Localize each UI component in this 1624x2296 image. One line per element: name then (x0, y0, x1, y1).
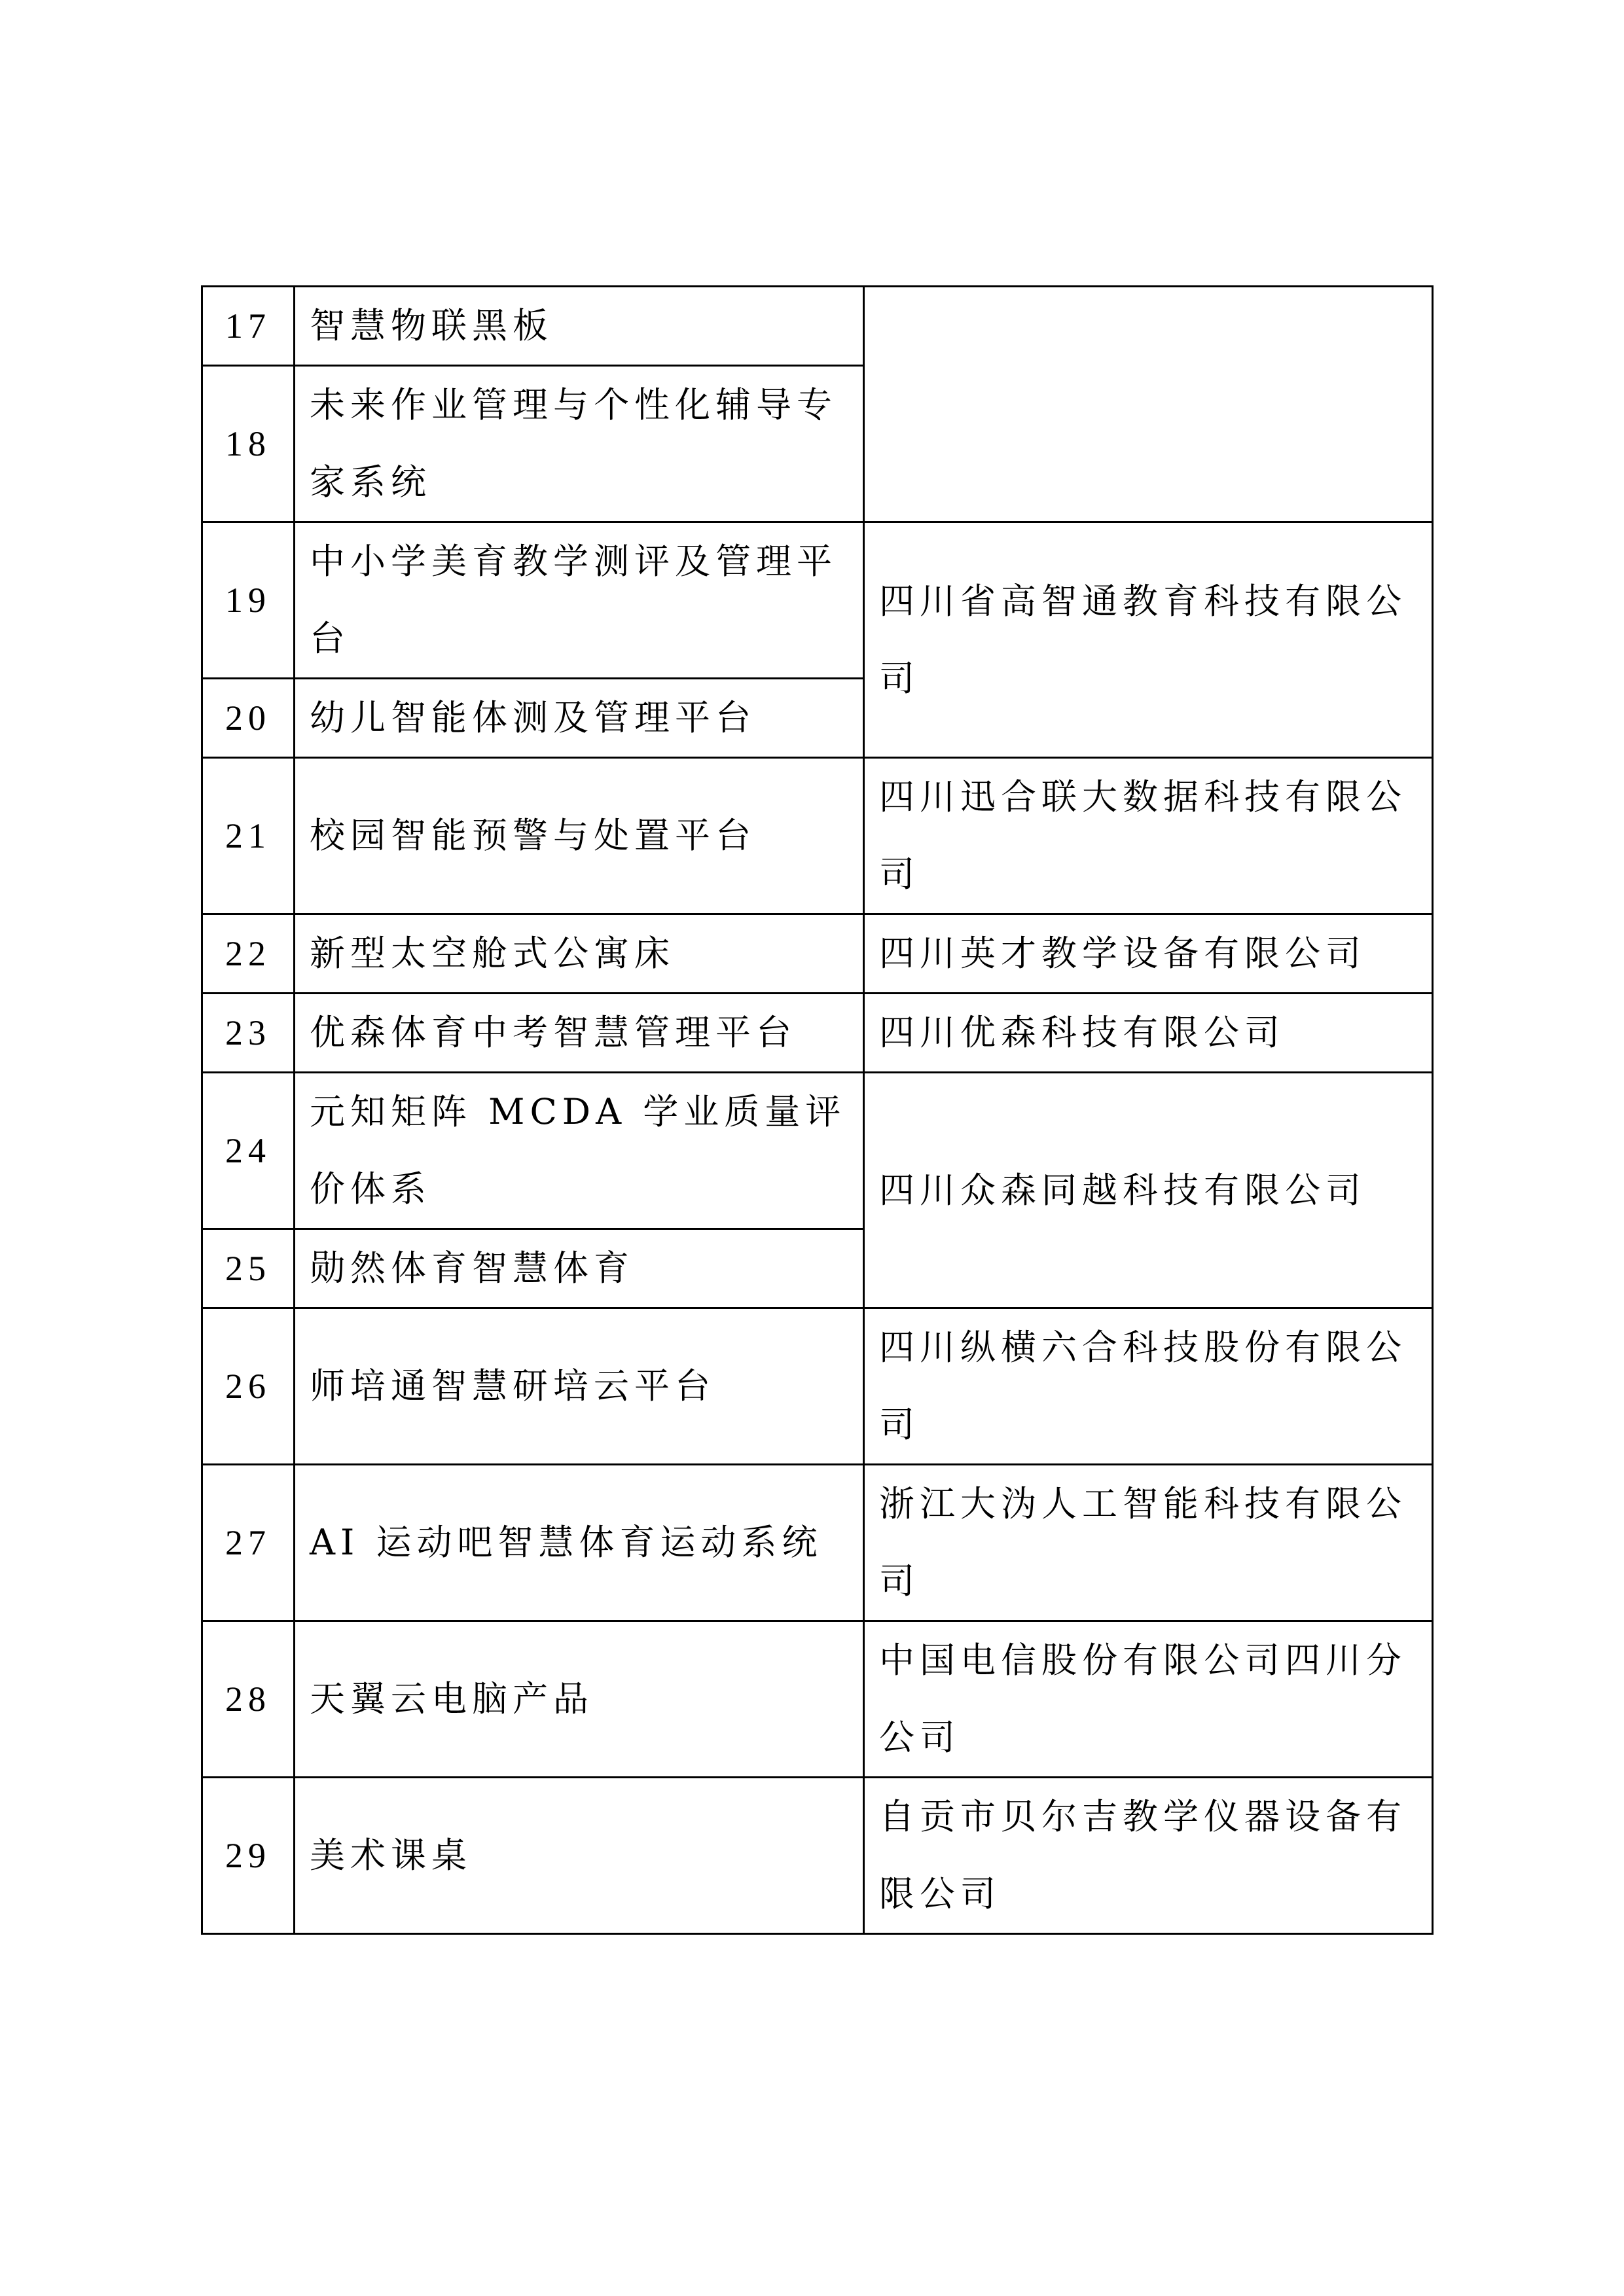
row-number: 19 (202, 522, 295, 679)
product-name: 新型太空舱式公寓床 (295, 914, 864, 994)
company-name: 浙江大沩人工智能科技有限公司 (864, 1465, 1433, 1621)
table-row (202, 1073, 1433, 1229)
row-number: 22 (202, 914, 295, 994)
company-name: 四川优森科技有限公司 (864, 994, 1433, 1073)
product-name: 师培通智慧研培云平台 (295, 1308, 864, 1465)
row-number: 29 (202, 1778, 295, 1934)
product-name: 校园智能预警与处置平台 (295, 758, 864, 914)
row-number: 23 (202, 994, 295, 1073)
product-name: 优森体育中考智慧管理平台 (295, 994, 864, 1073)
row-number: 25 (202, 1229, 295, 1308)
table-row (202, 914, 1433, 994)
company-name: 四川迅合联大数据科技有限公司 (864, 758, 1433, 914)
row-number: 27 (202, 1465, 295, 1621)
table-row (202, 522, 1433, 679)
product-name: 美术课桌 (295, 1778, 864, 1934)
product-name: 元知矩阵 MCDA 学业质量评价体系 (295, 1073, 864, 1229)
table-row (202, 1465, 1433, 1621)
product-name: 智慧物联黑板 (295, 287, 864, 366)
table-row (202, 758, 1433, 914)
table-row (202, 994, 1433, 1073)
table-row (202, 1308, 1433, 1465)
row-number: 28 (202, 1621, 295, 1778)
product-name: 幼儿智能体测及管理平台 (295, 679, 864, 758)
row-number: 17 (202, 287, 295, 366)
product-company-table (201, 285, 1434, 1935)
company-name: 四川众森同越科技有限公司 (864, 1073, 1433, 1308)
product-name: AI 运动吧智慧体育运动系统 (295, 1465, 864, 1621)
table-row (202, 287, 1433, 366)
row-number: 24 (202, 1073, 295, 1229)
company-name: 四川纵横六合科技股份有限公司 (864, 1308, 1433, 1465)
row-number: 20 (202, 679, 295, 758)
company-name: 四川省高智通教育科技有限公司 (864, 522, 1433, 758)
table-row (202, 1778, 1433, 1934)
company-name (864, 287, 1433, 522)
product-name: 未来作业管理与个性化辅导专家系统 (295, 366, 864, 522)
table-row (202, 1621, 1433, 1778)
product-name: 勋然体育智慧体育 (295, 1229, 864, 1308)
company-name: 四川英才教学设备有限公司 (864, 914, 1433, 994)
product-name: 中小学美育教学测评及管理平台 (295, 522, 864, 679)
company-name: 中国电信股份有限公司四川分公司 (864, 1621, 1433, 1778)
row-number: 21 (202, 758, 295, 914)
company-name: 自贡市贝尔吉教学仪器设备有限公司 (864, 1778, 1433, 1934)
row-number: 26 (202, 1308, 295, 1465)
row-number: 18 (202, 366, 295, 522)
product-name: 天翼云电脑产品 (295, 1621, 864, 1778)
